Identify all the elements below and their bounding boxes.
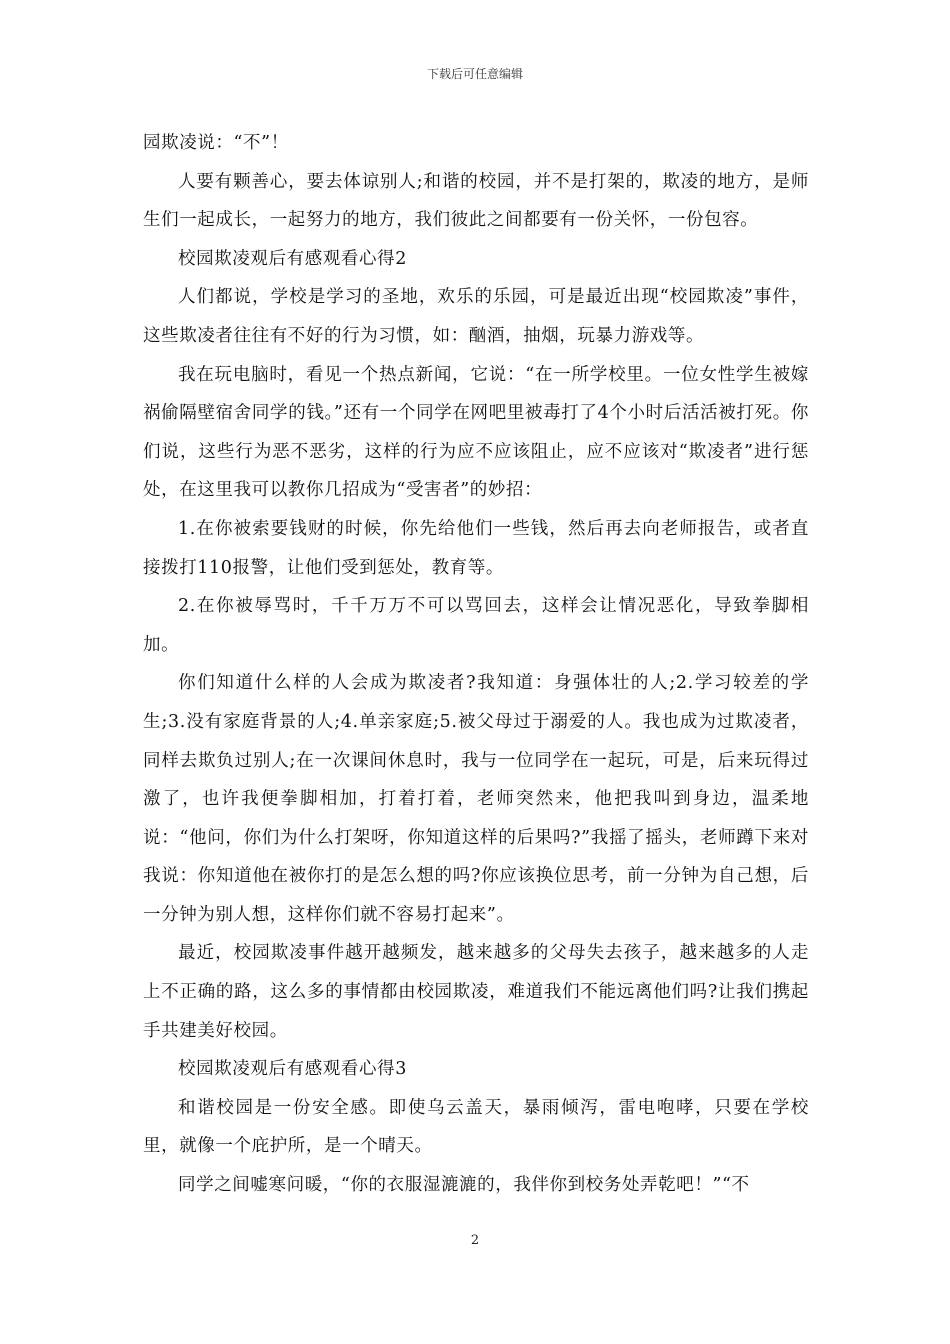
page-header: 下载后可任意编辑: [426, 67, 523, 81]
paragraph-8: 同学之间嘘寒问暖，“你的衣服湿漉漉的，我伴你到校务处弄乾吧！”“不: [178, 1175, 750, 1196]
section-heading-3: 校园欺凌观后有感观看心得3: [178, 1059, 407, 1080]
paragraph-1: 园欺凌说：“不”！: [143, 133, 289, 153]
paragraph-2: 人要有颗善心，要去体谅别人;和谐的校园，并不是打架的，欺凌的地方，是师生们一起成长，一起努力的地方，我们彼此之间都要有一份关怀，一份包容。: [143, 171, 809, 231]
section-heading-2: 校园欺凌观后有感观看心得2: [178, 248, 407, 269]
paragraph-6: 最近，校园欺凌事件越开越频发，越来越多的父母失去孩子，越来越多的人走上不正确的路，这么多的事情都由校园欺凌，难道我们不能远离他们吗?让我们携起手共建美好校园。: [143, 943, 809, 1041]
paragraph-3: 人们都说，学校是学习的圣地，欢乐的乐园，可是最近出现“校园欺凌”事件，这些欺凌者往往有不好的行为习惯，如：酗酒，抽烟，玩暴力游戏等。: [143, 287, 809, 346]
paragraph-4: 我在玩电脑时，看见一个热点新闻，它说：“在一所学校里。一位女性学生被嫁祸偷隔壁宿舍同学的钱。”还有一个同学在网吧里被毒打了4个小时后活活被打死。你们说，这些行为恶不恶劣，这样的行为应不应该阻止，应不应该对“欺凌者”进行惩处，在这里我可以教你几招成为“受害者”的妙招：: [143, 364, 809, 501]
paragraph-5: 你们知道什么样的人会成为欺凌者?我知道：身强体壮的人;2.学习较差的学生;3.没有家庭背景的人;4.单亲家庭;5.被父母过于溺爱的人。我也成为过欺凌者，同样去欺负过别人;在一次课间休息时，我与一位同学在一起玩，可是，后来玩得过激了，也许我便拳脚相加，打着打着，老师突然来，他把我叫到身边，温柔地说：“他问，你们为什么打架呀，你知道这样的后果吗?”我摇了摇头，老师蹲下来对我说：你知道他在被你打的是怎么想的吗?你应该换位思考，前一分钟为自己想，后一分钟为别人想，这样你们就不容易打起来”。: [143, 673, 809, 925]
page-number: 2: [470, 1233, 480, 1248]
list-item-1: 1.在你被索要钱财的时候，你先给他们一些钱，然后再去向老师报告，或者直接拨打110报警，让他们受到惩处，教育等。: [143, 518, 809, 578]
list-item-2: 2.在你被辱骂时，千千万万不可以骂回去，这样会让情况恶化，导致拳脚相加。: [143, 596, 809, 655]
paragraph-7: 和谐校园是一份安全感。即使乌云盖天，暴雨倾泻，雷电咆哮，只要在学校里，就像一个庇护所，是一个晴天。: [143, 1097, 809, 1157]
document-body: [143, 124, 809, 1205]
